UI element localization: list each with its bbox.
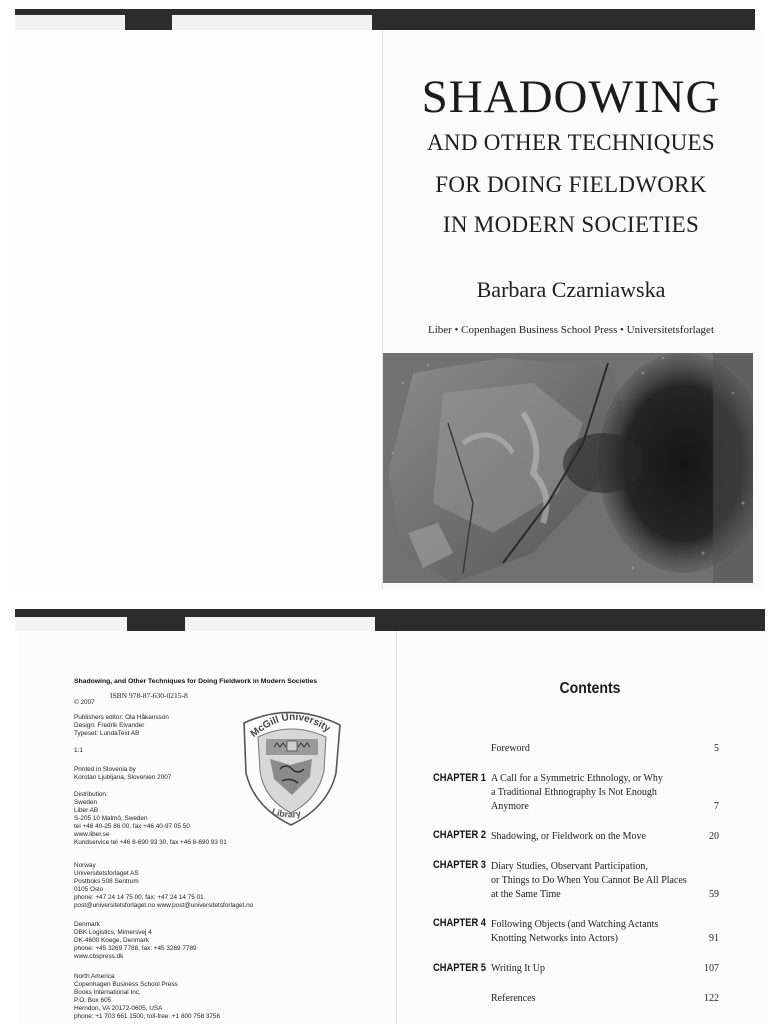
scanner-edge-top-highlight — [172, 15, 372, 31]
credit-line: Typeset: LundaText AB — [74, 730, 140, 737]
north-america-line: Books International Inc. — [74, 989, 141, 996]
scanner-edge-top — [15, 9, 755, 31]
toc-chapter-title-line: Knotting Networks into Actors) — [491, 933, 618, 944]
scanner-edge-bottom-highlight — [15, 617, 127, 631]
norway-line: 0105 Oslo — [74, 886, 104, 893]
sweden-line: www.liber.se — [74, 831, 110, 838]
norway-line: Universitetsforlaget AS — [74, 870, 139, 877]
isbn: ISBN 978-87-630-0215-8 — [110, 691, 188, 700]
norway-line: Postboks 508 Sentrum — [74, 878, 139, 885]
author-name: Barbara Czarniawska — [476, 277, 666, 302]
toc-page-number: 7 — [714, 801, 719, 812]
north-america-line: Copenhagen Business School Press — [74, 981, 178, 988]
stamp-top-text: McGill University — [248, 711, 333, 740]
sweden-line: Liber AB — [74, 807, 99, 814]
toc-page-number: 20 — [709, 831, 719, 842]
scanner-edge-bottom — [15, 609, 765, 631]
sweden-line: Sweden — [74, 799, 98, 806]
toc-chapter-title-line: Anymore — [491, 801, 529, 812]
toc-chapter-title-line: a Traditional Ethnography Is Not Enough — [491, 787, 657, 798]
copyright-notice: © 2007 — [74, 699, 95, 706]
scanner-edge-top-highlight — [15, 15, 125, 31]
credit-line: Publishers editor: Ola Håkansson — [74, 714, 169, 721]
north-america-line: P.O. Box 605 — [74, 997, 112, 1004]
publisher-line: Liber • Copenhagen Business School Press • Universitetsforlaget — [427, 324, 715, 336]
stamp-bottom-text: Library — [270, 806, 302, 820]
printed-line: Printed in Slovenia by — [74, 766, 136, 773]
sweden-line: tel +46 40-25 86 00, fax +46 40-97 05 50 — [74, 823, 190, 830]
distribution-heading: Distribution: — [74, 791, 108, 798]
norway-line: post@universitetsforlaget.no www.post@universitetsforlaget.no — [74, 902, 254, 909]
north-america-line: phone: +1 703 661 1500, toll-free: +1 800 758 3756 — [74, 1013, 221, 1020]
credit-line: Design: Fredrik Elvander — [74, 722, 145, 729]
toc-chapter-title-line: or Things to Do When You Cannot Be All Places — [491, 875, 687, 886]
toc-entry-references: References — [491, 993, 536, 1004]
scanner-edge-bottom-highlight — [185, 617, 375, 631]
toc-page-number: 91 — [709, 933, 719, 944]
toc-chapter-number: CHAPTER 4 — [433, 917, 486, 929]
book-title: SHADOWING — [421, 71, 721, 123]
cover-photo — [383, 353, 753, 583]
norway-line: phone: +47 24 14 75 00, fax: +47 24 14 75 01 — [74, 894, 204, 901]
denmark-line: DK-4600 Koege, Denmark — [74, 937, 149, 944]
blank-left-page — [8, 30, 382, 590]
north-america-line: North America — [74, 973, 115, 980]
denmark-line: www.cbspress.dk — [74, 953, 124, 960]
library-stamp — [236, 703, 346, 827]
toc-chapter-number: CHAPTER 3 — [433, 859, 486, 871]
toc-chapter-title-line: Following Objects (and Watching Actants — [491, 919, 659, 930]
toc-chapter-number: CHAPTER 2 — [433, 829, 486, 841]
denmark-line: phone: +45 3269 7788, fax: +45 3269 7789 — [74, 945, 197, 952]
toc-entry-foreword: Foreword — [491, 743, 530, 754]
toc-chapter-title-line: Diary Studies, Observant Participation, — [491, 861, 648, 872]
toc-page-number: 122 — [704, 993, 719, 1004]
denmark-line: DBK Logistics, Mimersvej 4 — [74, 929, 152, 936]
norway-line: Norway — [74, 862, 96, 869]
toc-page-number: 59 — [709, 889, 719, 900]
contents-heading: Contents — [559, 680, 621, 697]
edition: 1:1 — [74, 747, 83, 754]
book-subtitle-line-2: FOR DOING FIELDWORK — [435, 172, 707, 197]
toc-chapter-number: CHAPTER 5 — [433, 962, 486, 974]
toc-chapter-number: CHAPTER 1 — [433, 772, 486, 784]
toc-chapter-title-line: A Call for a Symmetric Ethnology, or Why — [491, 773, 663, 784]
north-america-line: Herndon, VA 20172-0605, USA — [74, 1005, 163, 1012]
book-subtitle-line-3: IN MODERN SOCIETIES — [442, 212, 700, 237]
copyright-book-title: Shadowing, and Other Techniques for Doing Fieldwork in Modern Societies — [74, 678, 318, 685]
toc-chapter-title-line: Shadowing, or Fieldwork on the Move — [491, 831, 646, 842]
printed-line: Korotan Ljubljana, Slovenien 2007 — [74, 774, 172, 781]
toc-chapter-title-line: Writing It Up — [491, 963, 546, 974]
sweden-line: Kundservice tel +46 8-690 93 30, fax +46 8-690 93 01 — [74, 839, 227, 846]
toc-page-number: 5 — [714, 743, 719, 754]
book-subtitle-line-1: AND OTHER TECHNIQUES — [427, 130, 715, 155]
toc-chapter-title-line: at the Same Time — [491, 889, 561, 900]
toc-page-number: 107 — [704, 963, 719, 974]
denmark-line: Denmark — [74, 921, 100, 928]
sweden-line: S-205 10 Malmö, Sweden — [74, 815, 148, 822]
